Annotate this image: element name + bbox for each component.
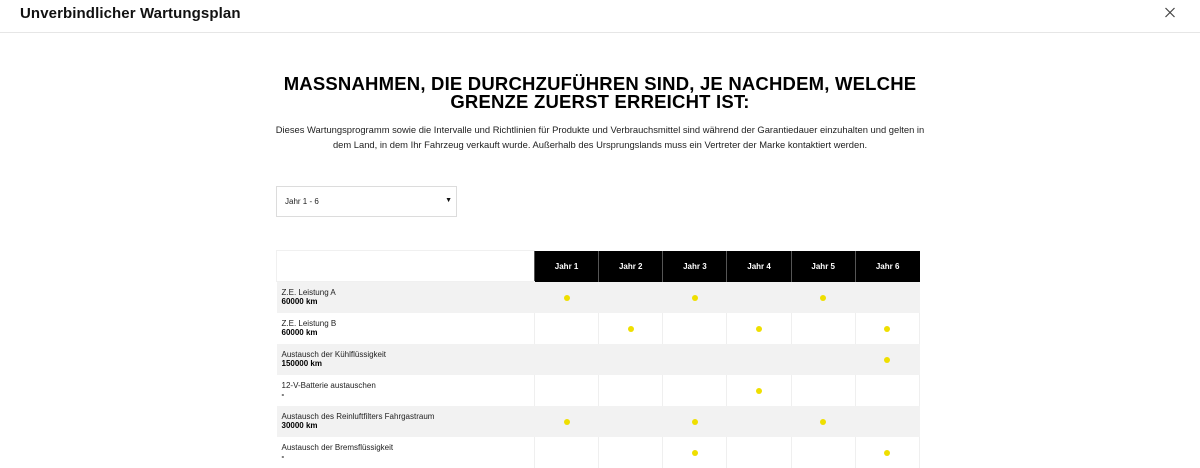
scheduled-dot-icon <box>692 295 698 301</box>
scheduled-dot-icon <box>564 419 570 425</box>
column-header-year-1: Jahr 1 <box>535 251 599 282</box>
table-row <box>277 375 920 406</box>
cell-year-2 <box>599 375 663 406</box>
scheduled-dot-icon <box>884 326 890 332</box>
maintenance-item-name: Austausch der Kühlflüssigkeit <box>281 350 386 359</box>
scheduled-dot-icon <box>756 388 762 394</box>
cell-year-6 <box>855 406 919 437</box>
row-label-cell <box>277 282 535 313</box>
scheduled-dot-icon <box>884 357 890 363</box>
scheduled-dot-icon <box>820 295 826 301</box>
cell-year-2 <box>599 406 663 437</box>
maintenance-item-name: 12-V-Batterie austauschen <box>281 381 376 390</box>
cell-year-4 <box>727 437 791 468</box>
cell-year-5 <box>791 437 855 468</box>
column-header-year-3: Jahr 3 <box>663 251 727 282</box>
row-label-cell <box>277 375 535 406</box>
cell-year-5 <box>791 313 855 344</box>
cell-year-3 <box>663 313 727 344</box>
column-header-year-6: Jahr 6 <box>855 251 919 282</box>
cell-year-6 <box>855 344 919 375</box>
cell-year-1 <box>535 375 599 406</box>
cell-year-5 <box>791 375 855 406</box>
cell-year-4 <box>727 375 791 406</box>
close-icon <box>1160 4 1180 22</box>
table-row <box>277 406 920 437</box>
cell-year-1 <box>535 282 599 313</box>
cell-year-2 <box>599 313 663 344</box>
table-header-row <box>277 251 920 282</box>
cell-year-4 <box>727 344 791 375</box>
scheduled-dot-icon <box>628 326 634 332</box>
cell-year-3 <box>663 406 727 437</box>
section-headline: MASSNAHMEN, DIE DURCHZUFÜHREN SIND, JE NACHDEM, WELCHE GRENZE ZUERST ERREICHT IST: <box>283 73 917 112</box>
cell-year-6 <box>855 437 919 468</box>
maintenance-item-interval: - <box>281 390 285 399</box>
header-blank-cell <box>277 251 535 282</box>
table-row <box>277 282 920 313</box>
cell-year-6 <box>855 375 919 406</box>
scheduled-dot-icon <box>692 450 698 456</box>
period-select-value: Jahr 1 - 6 <box>285 197 319 206</box>
cell-year-5 <box>791 282 855 313</box>
scheduled-dot-icon <box>756 326 762 332</box>
cell-year-3 <box>663 437 727 468</box>
maintenance-table <box>276 250 920 468</box>
cell-year-2 <box>599 282 663 313</box>
cell-year-1 <box>535 406 599 437</box>
close-button[interactable] <box>1160 4 1180 22</box>
cell-year-2 <box>599 437 663 468</box>
row-label-cell <box>277 313 535 344</box>
table-row <box>277 313 920 344</box>
maintenance-item-name: Austausch der Bremsflüssigkeit <box>281 443 394 452</box>
row-label-cell <box>277 437 535 468</box>
cell-year-4 <box>727 282 791 313</box>
maintenance-item-name: Austausch des Reinluftfilters Fahrgastraum <box>281 412 435 421</box>
cell-year-5 <box>791 344 855 375</box>
period-select[interactable] <box>276 186 457 217</box>
column-header-year-2: Jahr 2 <box>599 251 663 282</box>
table-row <box>277 437 920 468</box>
cell-year-3 <box>663 282 727 313</box>
cell-year-3 <box>663 375 727 406</box>
modal-title: Unverbindlicher Wartungsplan <box>20 5 241 22</box>
scheduled-dot-icon <box>820 419 826 425</box>
maintenance-item-interval: 60000 km <box>281 328 318 337</box>
cell-year-3 <box>663 344 727 375</box>
cell-year-4 <box>727 406 791 437</box>
cell-year-4 <box>727 313 791 344</box>
maintenance-item-interval: 60000 km <box>281 297 318 307</box>
maintenance-item-interval: - <box>281 452 285 461</box>
row-label-cell <box>277 406 535 437</box>
cell-year-1 <box>535 437 599 468</box>
scheduled-dot-icon <box>564 295 570 301</box>
column-header-year-5: Jahr 5 <box>791 251 855 282</box>
scheduled-dot-icon <box>692 419 698 425</box>
cell-year-2 <box>599 344 663 375</box>
cell-year-5 <box>791 406 855 437</box>
modal-header <box>0 0 1200 33</box>
column-header-year-4: Jahr 4 <box>727 251 791 282</box>
intro-text: Dieses Wartungsprogramm sowie die Intervalle und Richtlinien für Produkte und Verbrauchsmittel sind während der Garantiedauer einzuhalten und gelten in dem Land, in dem Ihr Fahrzeug verkauft wurde. Außerhalb des Ursprungslands muss ein Vertreter der Marke kontaktiert werden. <box>275 124 925 150</box>
maintenance-item-interval: 150000 km <box>281 359 322 368</box>
table-body <box>277 282 920 468</box>
maintenance-item-name: Z.E. Leistung A <box>281 288 336 298</box>
caret-down-icon: ▼ <box>445 197 452 204</box>
row-label-cell <box>277 344 535 375</box>
scheduled-dot-icon <box>884 450 890 456</box>
table-row <box>277 344 920 375</box>
maintenance-item-name: Z.E. Leistung B <box>281 319 337 328</box>
cell-year-1 <box>535 344 599 375</box>
maintenance-item-interval: 30000 km <box>281 421 318 430</box>
cell-year-6 <box>855 282 919 313</box>
cell-year-6 <box>855 313 919 344</box>
cell-year-1 <box>535 313 599 344</box>
